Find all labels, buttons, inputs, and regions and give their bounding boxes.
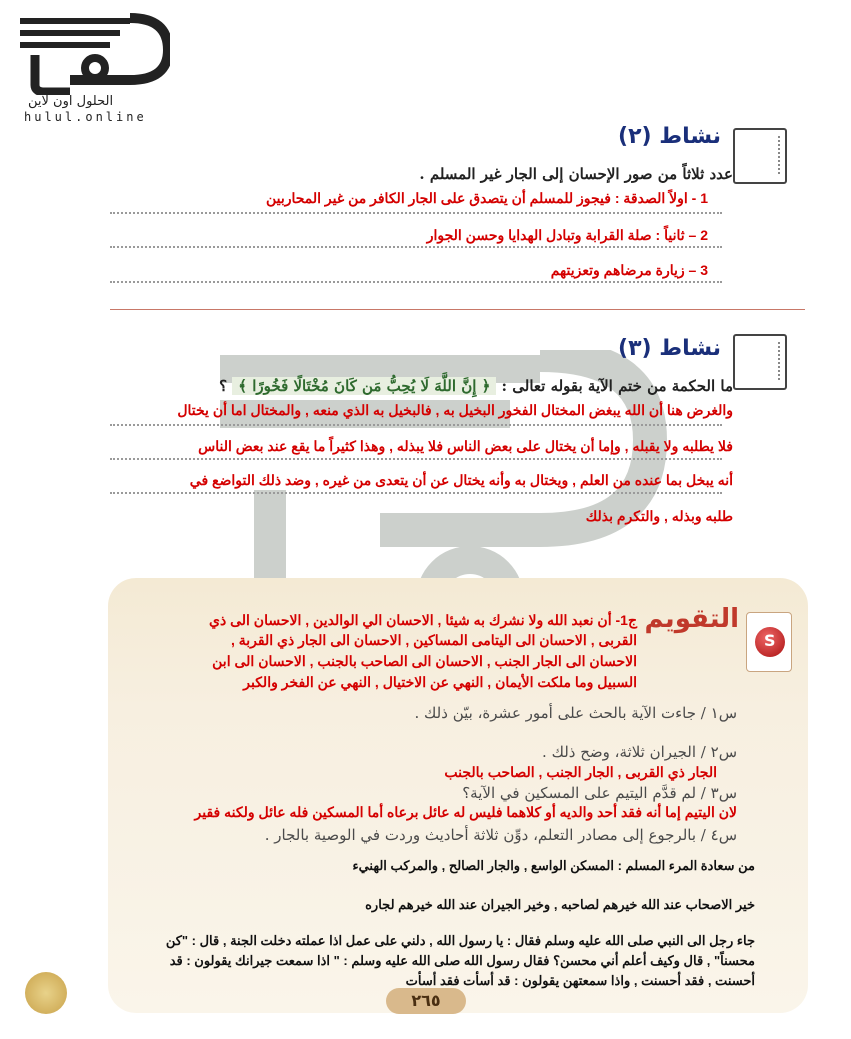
section-divider	[110, 309, 805, 310]
eval-answer-4-hadith-2: خير الاصحاب عند الله خيرهم لصاحبه , وخير الجيران عند الله خيرهم لجاره	[365, 897, 755, 912]
activity3-answer-line-1: والغرض هنا أن الله يبغض المختال الفخور البخيل به , فالبخيل به الذي منعه , والمختال اما أن يختال	[177, 402, 733, 418]
eval-question-1: س١ / جاءت الآية بالحث على أمور عشرة، بيّن ذلك .	[414, 704, 737, 722]
hulul-logo	[10, 10, 170, 124]
activity3-answer-line-2: فلا يطلبه ولا يقبله , وإما أن يختال على بعض الناس فلا يبذله , وهذا كثيراً ما يقع عند بعض الناس	[198, 438, 733, 454]
activity-notebook-icon	[733, 334, 787, 390]
answer-line	[110, 492, 722, 494]
evaluation-icon	[746, 612, 792, 672]
eval-answer-1-line-3: الاحسان الى الجار الجنب , الاحسان الى الصاحب بالجنب , الاحسان الى ابن	[212, 653, 637, 669]
eval-answer-1-line-4: السبيل وما ملكت الأيمان , النهي عن الاختيال , النهي عن الفخر والكبر	[243, 674, 637, 690]
eval-question-3: س٣ / لم قدَّم اليتيم على المسكين في الآية؟	[462, 784, 737, 802]
quran-verse: ﴿ إِنَّ اللَّهَ لَا يُحِبُّ مَن كَانَ مُخْتَالًا فَخُورًا ﴾	[232, 377, 496, 395]
activity2-title: نشاط (٢)	[618, 124, 721, 149]
answer-line	[110, 458, 722, 460]
logo-url: hulul.online	[24, 110, 147, 124]
activity3-answer-line-3: أنه يبخل بما عنده من العلم , ويختال به وأنه يختال عن أن يتعدى من غيره , وضد ذلك التواضع في	[189, 472, 733, 488]
activity2-answer-1: 1 - اولاً الصدقة : فيجوز للمسلم أن يتصدق على الجار الكافر من غير المحاربين	[265, 190, 708, 206]
activity2-answer-2: 2 – ثانياً : صلة القرابة وتبادل الهدايا وحسن الجوار	[426, 227, 708, 243]
eval-answer-4-hadith-1: من سعادة المرء المسلم : المسكن الواسع , والجار الصالح , والمركب الهنيء	[352, 858, 755, 873]
activity2-answer-3: 3 – زيارة مرضاهم وتعزيتهم	[550, 262, 708, 278]
activity3-question-suffix: ؟	[219, 377, 228, 395]
eval-question-2: س٢ / الجيران ثلاثة، وضح ذلك .	[542, 743, 737, 761]
activity2-question: عدد ثلاثاً من صور الإحسان إلى الجار غير المسلم .	[419, 165, 733, 183]
eval-answer-3: لان اليتيم إما أنه فقد أحد والديه أو كلاهما فليس له عائل برعاه أما المسكين فله عائل ولكنه فقير	[194, 804, 737, 820]
decorative-badge	[25, 972, 67, 1014]
eval-answer-4-hadith-3-line-3: أحسنت , فقد أحسنت , واذا سمعتهن يقولون : قد أسأت فقد أسأت	[405, 973, 755, 988]
logo-arabic-subtitle: الحلول اون لاين	[28, 94, 114, 109]
evaluation-title: التقويم	[644, 604, 739, 634]
eval-answer-1-line-1: ج1- أن نعبد الله ولا نشرك به شيئا , الاحسان الي الوالدين , الاحسان الى ذي	[209, 612, 637, 628]
eval-answer-4-hadith-3-line-1: جاء رجل الى النبي صلى الله عليه وسلم فقال : يا رسول الله , دلني على عمل اذا عملته دخلت الجنة , قال : "كن	[165, 933, 755, 948]
logo-mark	[10, 10, 170, 95]
eval-answer-4-hadith-3-line-2: محسناً" , قال وكيف أعلم أني محسن؟ فقال رسول الله صلى الله عليه وسلم : " اذا سمعت جيرانك يقولون : قد	[169, 953, 755, 968]
eval-answer-1-line-2: القربى , الاحسان الى اليتامى المساكين , الاحسان الى الجار ذي القربة ,	[230, 632, 637, 648]
answer-line	[110, 281, 722, 283]
answer-line	[110, 424, 722, 426]
eval-answer-2: الجار ذي القربى , الجار الجنب , الصاحب بالجنب	[444, 764, 717, 780]
activity3-title: نشاط (٣)	[618, 336, 721, 361]
page-number: ٢٦٥	[386, 988, 466, 1014]
answer-line	[110, 246, 722, 248]
eval-question-4: س٤ / بالرجوع إلى مصادر التعلم، دوِّن ثلاثة أحاديث وردت في الوصية بالجار .	[264, 826, 737, 844]
activity3-answer-line-4: طلبه وبذله , والتكرم بذلك	[585, 508, 733, 524]
answer-line	[110, 212, 722, 214]
activity3-question-prefix: ما الحكمة من ختم الآية بقوله تعالى :	[501, 377, 733, 395]
activity3-question	[219, 376, 733, 395]
activity-notebook-icon	[733, 128, 787, 184]
